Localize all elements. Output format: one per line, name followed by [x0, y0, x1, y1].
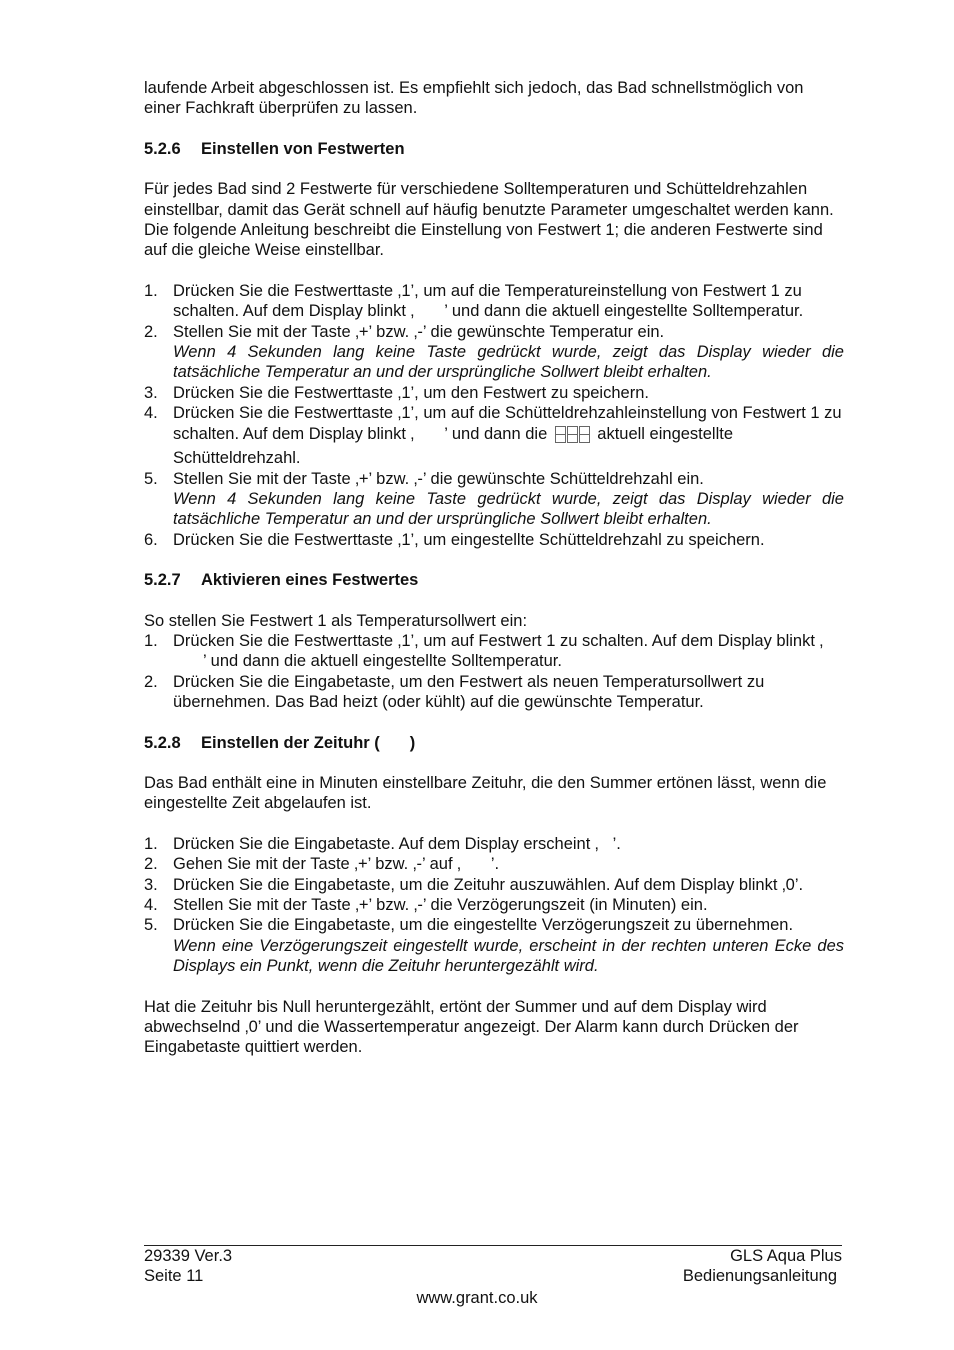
- section-title: Einstellen der Zeituhr (: [201, 733, 380, 752]
- list-item: [144, 322, 844, 383]
- manual-title: Bedienungsanleitung: [682, 1267, 837, 1286]
- list-number: 5.: [144, 916, 158, 935]
- list-number: 6.: [144, 530, 158, 549]
- step-text: ’ und dann die aktuell eingestellte Solltemperatur.: [203, 652, 562, 671]
- step-text: aktuell eingestellte Schütteldrehzahl.: [173, 424, 734, 468]
- list-item: [144, 915, 844, 976]
- step-text: ’.: [490, 855, 500, 874]
- list-number: 2.: [144, 322, 158, 341]
- section-number: 5.2.6: [144, 139, 181, 158]
- step-text: Drücken Sie die Festwerttaste ‚1’, um auf Festwert 1 zu schalten. Auf dem Display blinkt ‚: [173, 631, 824, 650]
- step-note: Wenn 4 Sekunden lang keine Taste gedrückt wurde, zeigt das Display wieder die tatsächliche Temperatur an und der ursprüngliche Sollwert bleibt erhalten.: [173, 489, 844, 529]
- list-item: [144, 875, 844, 895]
- steps-list-5-2-8: [144, 834, 844, 977]
- list-number: 4.: [144, 404, 158, 423]
- list-number: 1.: [144, 281, 158, 300]
- lcd-display-icon: [555, 426, 591, 448]
- list-number: 3.: [144, 875, 158, 894]
- list-item: [144, 383, 844, 403]
- list-number: 2.: [144, 855, 158, 874]
- section-heading-5-2-7: [144, 570, 844, 590]
- step-text: Drücken Sie die Eingabetaste. Auf dem Display erscheint ‚: [173, 834, 599, 853]
- step-text: Drücken Sie die Festwerttaste ‚1’, um auf die Temperatureinstellung von Festwert 1 zu schalten. Auf dem Display blinkt ‚: [173, 281, 802, 321]
- step-text: Drücken Sie die Eingabetaste, um die Zeituhr auszuwählen. Auf dem Display blinkt ‚0’.: [173, 875, 804, 894]
- page-footer: [144, 1245, 842, 1287]
- step-text: Drücken Sie die Festwerttaste ‚1’, um auf die Schütteldrehzahleinstellung von Festwert 1 zu schalten. Auf dem Display blinkt ‚: [173, 404, 842, 443]
- list-item: [144, 403, 844, 468]
- step-text: Stellen Sie mit der Taste ‚+’ bzw. ‚-’ die gewünschte Schütteldrehzahl ein.: [173, 469, 704, 488]
- section-paragraph: Für jedes Bad sind 2 Festwerte für verschiedene Solltemperaturen und Schütteldrehzahlen einstellbar, damit das Gerät schnell auf häufig benutzte Parameter umgeschaltet werden kann. Die folgende Anleitung beschreibt die Einstellung von Festwert 1; die anderen Festwerte sind auf die gleiche Weise einstellbar.: [144, 180, 834, 260]
- step-note: Wenn eine Verzögerungszeit eingestellt wurde, erscheint in der rechten unteren Ecke des Displays ein Punkt, wenn die Zeituhr heruntergezählt wird.: [173, 936, 844, 976]
- step-text: Drücken Sie die Festwerttaste ‚1’, um den Festwert zu speichern.: [173, 383, 649, 402]
- list-item: [144, 895, 844, 915]
- list-number: 3.: [144, 383, 158, 402]
- step-text: ’ und dann die: [444, 424, 548, 443]
- intro-paragraph: laufende Arbeit abgeschlossen ist. Es empfiehlt sich jedoch, das Bad schnellstmöglich von einer Fachkraft überprüfen zu lassen.: [144, 79, 804, 118]
- list-item: [144, 854, 844, 874]
- section-heading-5-2-6: [144, 139, 844, 159]
- section-title: Aktivieren eines Festwertes: [201, 571, 419, 590]
- section-paragraph: Das Bad enthält eine in Minuten einstellbare Zeituhr, die den Summer ertönen lässt, wenn die eingestellte Zeit abgelaufen ist.: [144, 773, 827, 813]
- list-number: 1.: [144, 834, 158, 853]
- step-text: ’ und dann die aktuell eingestellte Solltemperatur.: [444, 302, 804, 321]
- footer-row: [144, 1246, 842, 1266]
- list-item: [144, 530, 844, 550]
- step-text: Drücken Sie die Festwerttaste ‚1’, um eingestellte Schütteldrehzahl zu speichern.: [173, 530, 765, 549]
- steps-list-5-2-6: [144, 281, 844, 550]
- closing-paragraph: Hat die Zeituhr bis Null heruntergezählt, ertönt der Summer und auf dem Display wird abwechselnd ‚0’ und die Wassertemperatur angezeigt. Der Alarm kann durch Drücken der Eingabetaste quittiert werden.: [144, 997, 799, 1057]
- list-number: 1.: [144, 631, 158, 650]
- list-item: [144, 281, 844, 322]
- step-text: Stellen Sie mit der Taste ‚+’ bzw. ‚-’ die Verzögerungszeit (in Minuten) ein.: [173, 896, 708, 914]
- step-text: Drücken Sie die Eingabetaste, um die eingestellte Verzögerungszeit zu übernehmen.: [173, 916, 794, 935]
- product-name: GLS Aqua Plus: [730, 1247, 842, 1265]
- step-text: ’.: [612, 834, 621, 853]
- list-item: [144, 631, 844, 672]
- steps-list-5-2-7: [144, 631, 844, 713]
- list-item: [144, 469, 844, 530]
- list-item: [144, 834, 844, 854]
- website-url: www.grant.co.uk: [416, 1289, 538, 1307]
- step-text: Drücken Sie die Eingabetaste, um den Festwert als neuen Temperatursollwert zu übernehmen. Das Bad heizt (oder kühlt) auf die gewünschte Temperatur.: [173, 672, 765, 712]
- section-title-end: ): [409, 733, 416, 752]
- section-title: Einstellen von Festwerten: [201, 139, 405, 158]
- step-note: Wenn 4 Sekunden lang keine Taste gedrückt wurde, zeigt das Display wieder die tatsächliche Temperatur an und der ursprüngliche Sollwert bleibt erhalten.: [173, 343, 844, 382]
- list-number: 2.: [144, 672, 158, 691]
- list-number: 5.: [144, 469, 158, 488]
- step-text: Gehen Sie mit der Taste ‚+’ bzw. ‚-’ auf ‚: [173, 855, 461, 874]
- list-item: [144, 672, 844, 713]
- section-paragraph: So stellen Sie Festwert 1 als Temperatursollwert ein:: [144, 611, 528, 630]
- footer-row: [144, 1266, 842, 1286]
- section-number: 5.2.7: [144, 571, 181, 590]
- section-heading-5-2-8: [144, 733, 844, 753]
- document-version: 29339 Ver.3: [144, 1247, 233, 1265]
- step-text: Stellen Sie mit der Taste ‚+’ bzw. ‚-’ die gewünschte Temperatur ein.: [173, 322, 665, 341]
- list-number: 4.: [144, 896, 158, 914]
- document-body: [144, 78, 844, 1058]
- page-number: Seite 11: [144, 1267, 204, 1286]
- section-number: 5.2.8: [144, 733, 181, 752]
